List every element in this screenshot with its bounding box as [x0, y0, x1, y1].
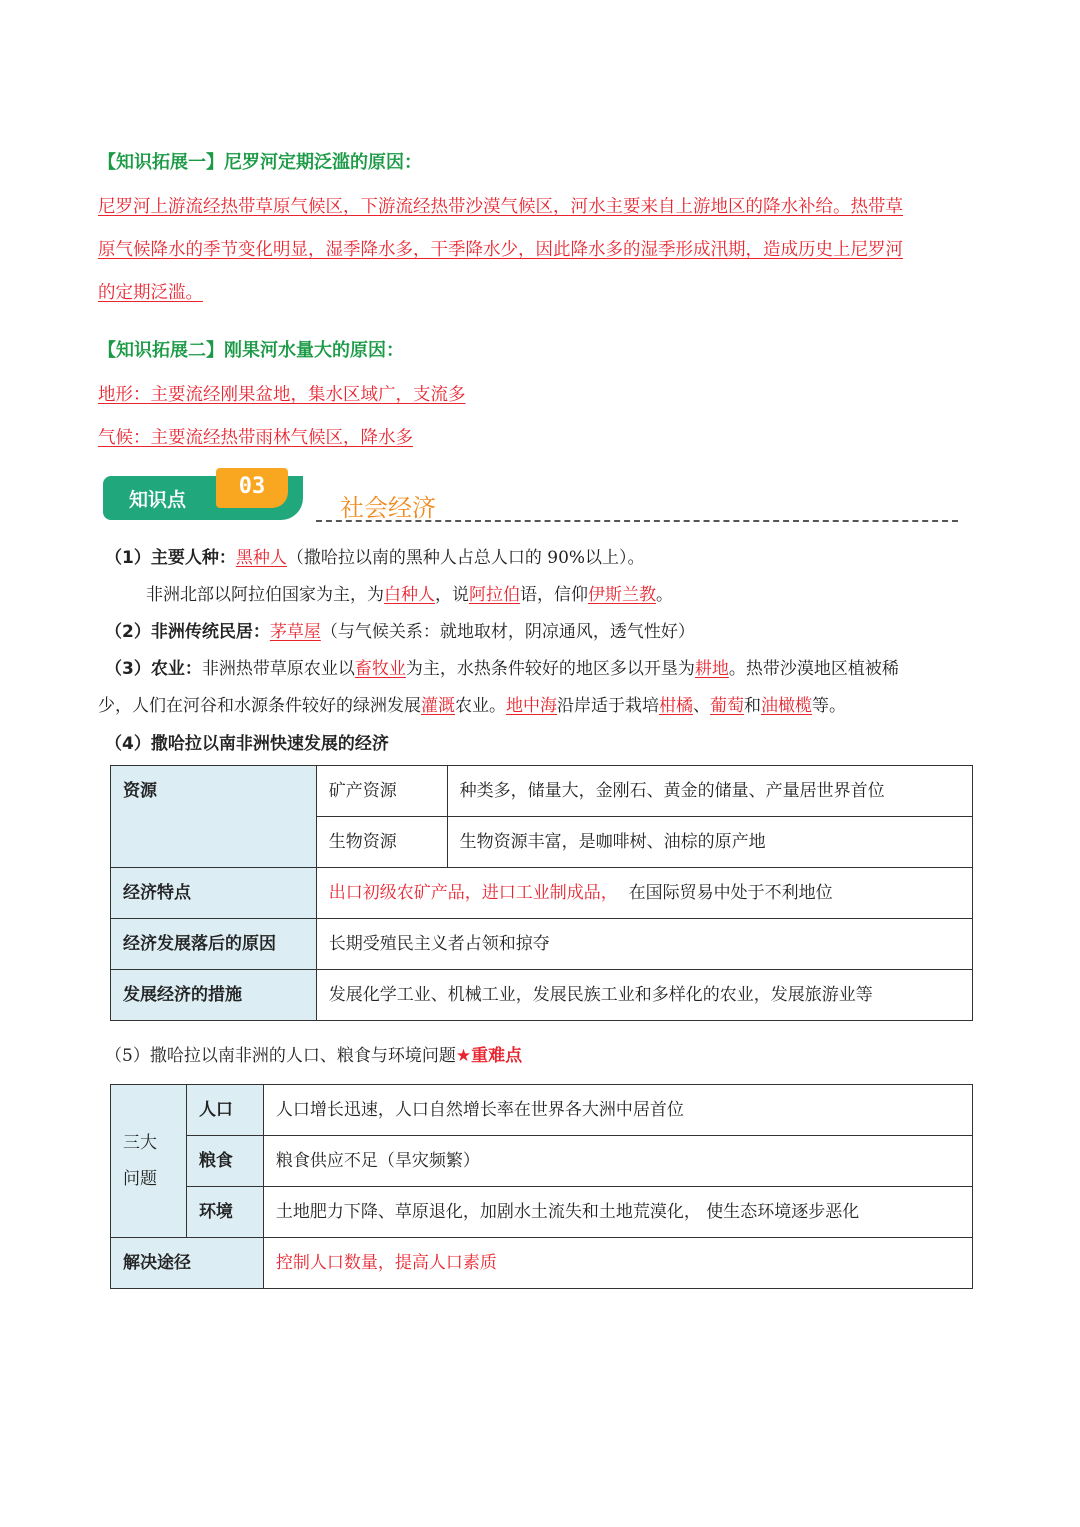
cell-reason-desc: 长期受殖民主义者占领和掠夺: [316, 919, 972, 970]
text-fragment: 语，信仰: [520, 585, 588, 605]
cell-bio: 生物资源: [316, 817, 447, 868]
paragraph-2-rest: （与气候关系：就地取材，阴凉通风，透气性好）: [320, 622, 695, 642]
text-fragment: 农业。: [455, 696, 506, 716]
text-fragment: 沿岸适于栽培: [557, 696, 659, 716]
extension-2-line-2: 气候：主要流经热带雨林气候区，降水多: [98, 428, 413, 448]
paragraph-5: [105, 1041, 522, 1066]
section-badge: [103, 468, 318, 524]
extension-1-line-1: 尼罗河上游流经热带草原气候区，下游流经热带沙漠气候区，河水主要来自上游地区的降水补给。热带草: [98, 197, 903, 217]
paragraph-1-line-1: [105, 543, 645, 568]
answer-arabic: 阿拉伯: [469, 585, 520, 605]
section-divider: [316, 520, 958, 522]
cell-food-desc: 粮食供应不足（旱灾频繁）: [263, 1136, 972, 1187]
text-fragment: ，说: [435, 585, 469, 605]
feature-rest-text: 在国际贸易中处于不利地位: [628, 883, 833, 903]
text-fragment: 非洲热带草原农业以: [201, 659, 355, 679]
cell-mineral: 矿产资源: [316, 766, 447, 817]
cell-solution: 解决途径: [111, 1238, 264, 1289]
cell-feature-desc: [316, 868, 972, 919]
paragraph-3-line-1: [105, 654, 899, 679]
three-problems-line-2: 问题: [123, 1169, 157, 1189]
cell-mineral-desc: 种类多，储量大，金刚石、黄金的储量、产量居世界首位: [447, 766, 972, 817]
badge-number: 03: [216, 468, 288, 508]
problems-table: [110, 1084, 973, 1289]
feature-red-text: 出口初级农矿产品，进口工业制成品，: [328, 883, 618, 903]
cell-resource: 资源: [111, 766, 317, 868]
text-fragment: 。: [656, 585, 673, 605]
section-title: 社会经济: [340, 494, 436, 522]
paragraph-1-label: （1）主要人种：: [105, 548, 236, 568]
paragraph-2: [105, 617, 695, 642]
text-fragment: 和: [744, 696, 761, 716]
answer-livestock: 畜牧业: [354, 659, 406, 679]
extension-1-heading: 【知识拓展一】尼罗河定期泛滥的原因：: [98, 152, 422, 173]
three-problems-line-1: 三大: [123, 1133, 157, 1153]
cell-population: 人口: [186, 1085, 263, 1136]
answer-irrigation: 灌溉: [421, 696, 455, 716]
answer-grape: 葡萄: [710, 696, 744, 716]
paragraph-5-label: （5）撒哈拉以南非洲的人口、粮食与环境问题: [105, 1046, 456, 1066]
paragraph-4-label: （4）撒哈拉以南非洲快速发展的经济: [105, 734, 389, 754]
extension-1-line-2: 原气候降水的季节变化明显，湿季降水多，干季降水少，因此降水多的湿季形成汛期，造成历史上尼罗河: [98, 240, 903, 260]
answer-black-race: 黑种人: [235, 548, 287, 568]
answer-citrus: 柑橘: [659, 696, 693, 716]
extension-2-line-1: 地形：主要流经刚果盆地，集水区域广，支流多: [98, 385, 466, 405]
text-fragment: 等。: [812, 696, 846, 716]
cell-environment: 环境: [186, 1187, 263, 1238]
cell-measure-desc: 发展化学工业、机械工业，发展民族工业和多样化的农业，发展旅游业等: [316, 970, 972, 1021]
text-fragment: 。热带沙漠地区植被稀: [728, 659, 899, 679]
paragraph-1-rest: （撒哈拉以南的黑种人占总人口的 90%以上）。: [286, 548, 645, 568]
answer-islam: 伊斯兰教: [588, 585, 656, 605]
answer-farmland: 耕地: [694, 659, 729, 679]
cell-food: 粮食: [186, 1136, 263, 1187]
cell-population-desc: 人口增长迅速，人口自然增长率在世界各大洲中居首位: [263, 1085, 972, 1136]
text-fragment: 非洲北部以阿拉伯国家为主，为: [146, 585, 384, 605]
text-fragment: 少，人们在河谷和水源条件较好的绿洲发展: [98, 696, 421, 716]
answer-mediterranean: 地中海: [506, 696, 557, 716]
cell-reason: 经济发展落后的原因: [111, 919, 317, 970]
answer-white-race: 白种人: [384, 585, 435, 605]
cell-feature: 经济特点: [111, 868, 317, 919]
paragraph-3-label: （3）农业：: [105, 659, 202, 679]
cell-environment-desc: 土地肥力下降、草原退化，加剧水土流失和土地荒漠化， 使生态环境逐步恶化: [263, 1187, 972, 1238]
cell-three-problems: [111, 1085, 187, 1238]
cell-measure: 发展经济的措施: [111, 970, 317, 1021]
extension-2-heading: 【知识拓展二】刚果河水量大的原因：: [98, 340, 404, 361]
paragraph-2-label: （2）非洲传统民居：: [105, 622, 270, 642]
text-fragment: 为主，水热条件较好的地区多以开垦为: [405, 659, 695, 679]
extension-1-line-3: 的定期泛滥。: [98, 283, 203, 303]
answer-thatched-hut: 茅草屋: [269, 622, 321, 642]
economy-table: [110, 765, 973, 1021]
cell-bio-desc: 生物资源丰富，是咖啡树、油棕的原产地: [447, 817, 972, 868]
paragraph-3-line-2: [98, 691, 846, 716]
paragraph-1-line-2: [146, 580, 673, 605]
text-fragment: 、: [693, 696, 710, 716]
badge-label: 知识点: [129, 489, 187, 511]
answer-olive: 油橄榄: [761, 696, 812, 716]
cell-solution-desc: 控制人口数量，提高人口素质: [263, 1238, 972, 1289]
key-point-star: ★重难点: [455, 1046, 523, 1066]
